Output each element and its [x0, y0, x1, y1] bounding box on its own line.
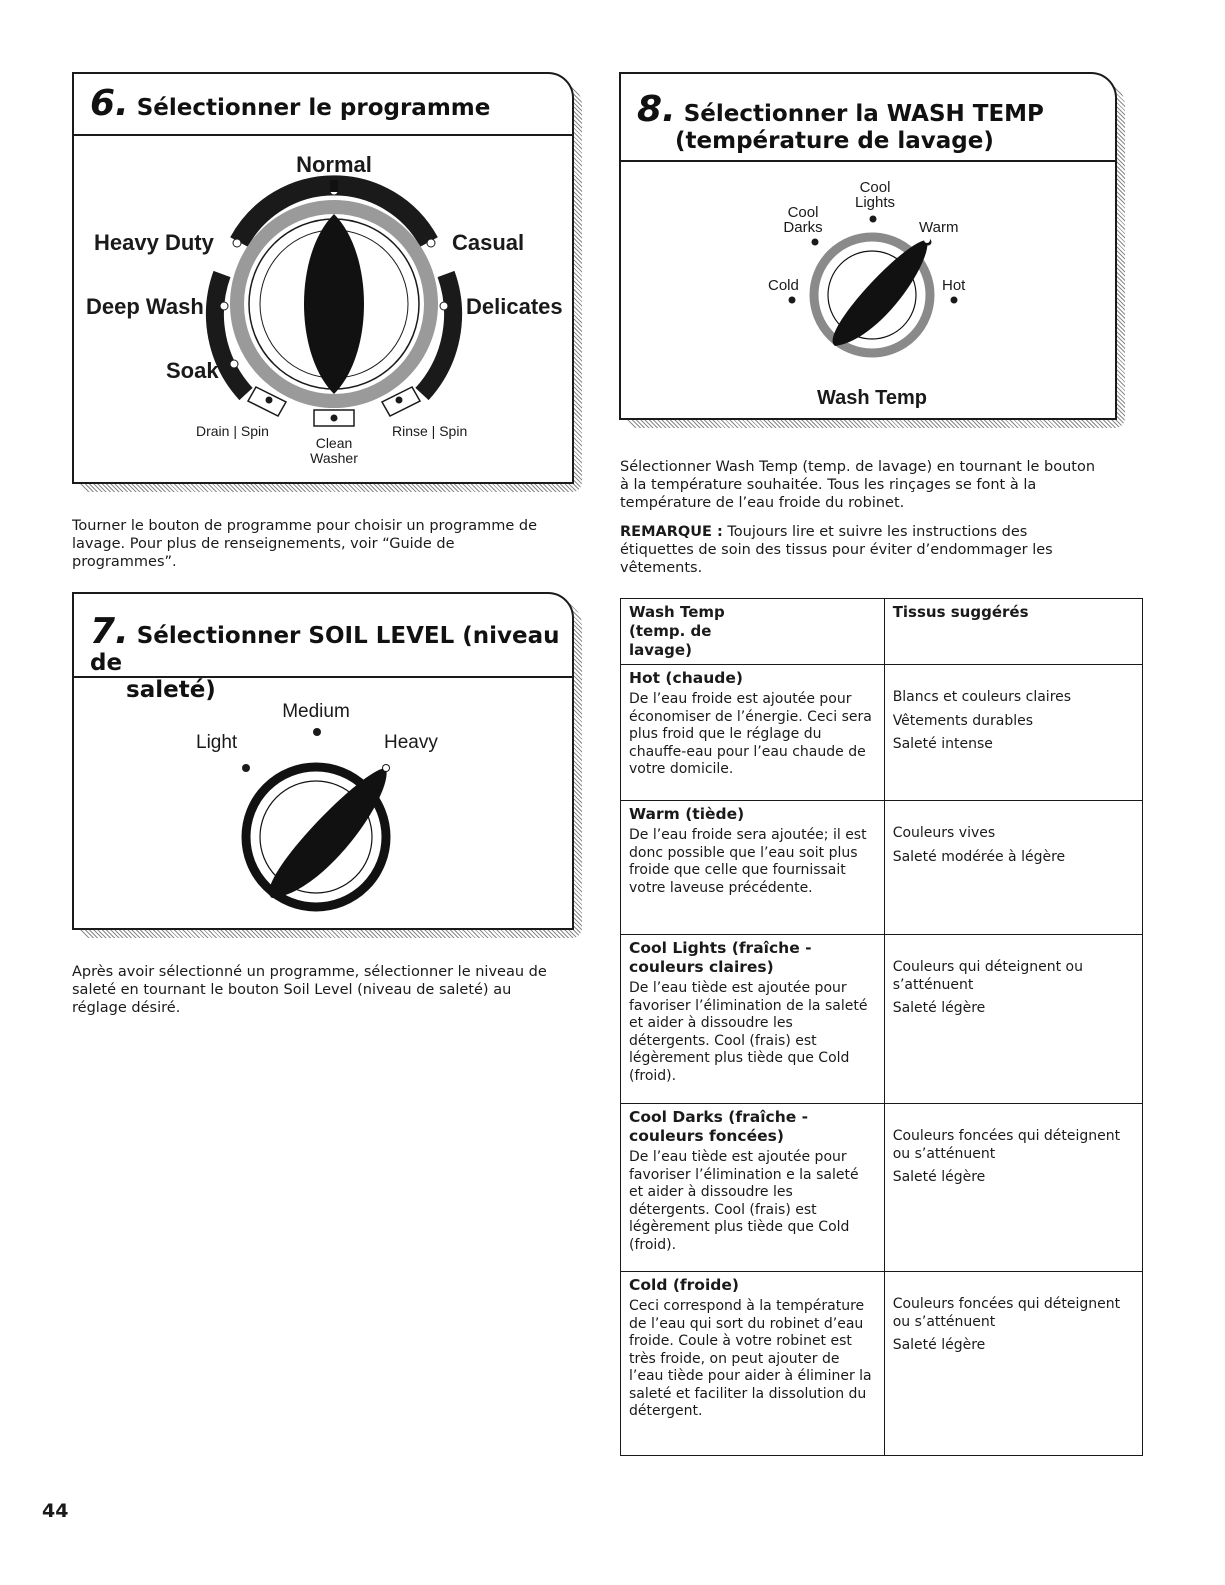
table-header-temp: Wash Temp (temp. de lavage) [621, 599, 885, 665]
temp-name: Cool Lights (fraîche - couleurs claires) [629, 939, 812, 976]
label-cool-darks-1: Cool [787, 204, 819, 221]
temp-name: Cool Darks (fraîche - couleurs foncées) [629, 1108, 809, 1145]
label-warm: Warm [919, 219, 959, 236]
dot-deep-wash [220, 302, 228, 310]
label-normal: Normal [296, 152, 372, 177]
temp-cell [621, 801, 885, 935]
temp-desc: Ceci correspond à la température de l’eau qui sort du robinet d’eau froide. Coule à votre robinet est très froide, on peut ajouter de l’eau tiède pour aider à éliminer la saleté et faciliter la dissolution du détergent. [629, 1298, 872, 1419]
fabric-cell [884, 1272, 1142, 1456]
table-row [621, 935, 1143, 1104]
temp-name: Warm (tiède) [629, 805, 745, 823]
temp-note [620, 523, 1100, 577]
label-cool-darks-2: Darks [783, 219, 823, 236]
dot-clean-washer [331, 415, 338, 422]
dot-casual [427, 239, 435, 247]
program-dial-diagram [74, 74, 574, 484]
fabric-line: Couleurs foncées qui déteignent ou s’atténuent [892, 1296, 1121, 1330]
panel-box [72, 72, 574, 484]
section-title: Sélectionner le programme [136, 95, 491, 121]
soil-description: Après avoir sélectionné un programme, sélectionner le niveau de saleté en tournant le bouton Soil Level (niveau de saleté) au réglage désiré. [72, 964, 547, 1016]
table-header-fabrics: Tissus suggérés [884, 599, 1142, 665]
fabric-line: Saleté légère [892, 1169, 986, 1185]
wash-temp-table [620, 598, 1143, 1456]
dot-medium [313, 728, 321, 736]
dot-cool-darks [812, 239, 819, 246]
label-washer: Washer [310, 450, 358, 466]
label-hot: Hot [942, 277, 966, 294]
temp-cell [621, 1104, 885, 1272]
dot-light [242, 764, 250, 772]
knob-tip [924, 237, 930, 243]
dot-heavy-duty [233, 239, 241, 247]
section-title-line2: saleté) [126, 677, 216, 703]
fabric-cell [884, 935, 1142, 1104]
temp-name: Hot (chaude) [629, 669, 743, 687]
dot-delicates [440, 302, 448, 310]
label-heavy: Heavy [384, 732, 438, 753]
note-label: REMARQUE : [620, 524, 723, 540]
fabric-line: Saleté intense [892, 736, 993, 752]
temp-cell [621, 665, 885, 801]
fabric-line: Couleurs foncées qui déteignent ou s’atténuent [892, 1128, 1121, 1162]
label-light: Light [196, 732, 238, 753]
temp-desc: De l’eau froide est ajoutée pour économiser de l’énergie. Ceci sera plus froid que le réglage du chauffe-eau pour l’eau chaude de votre domicile. [629, 691, 872, 777]
fabric-line: Couleurs vives [892, 825, 996, 841]
program-description: Tourner le bouton de programme pour choisir un programme de lavage. Pour plus de renseignements, voir “Guide de programmes”. [72, 518, 538, 570]
label-rinse-spin: Rinse | Spin [392, 423, 468, 439]
label-delicates: Delicates [466, 294, 563, 319]
dot-hot [951, 297, 958, 304]
table-row [621, 1272, 1143, 1456]
fabric-line: Saleté légère [892, 1000, 986, 1016]
knob-marker [330, 180, 338, 192]
temp-name: Cold (froide) [629, 1276, 739, 1294]
step-number: 8. [637, 89, 676, 130]
knob-tip [383, 765, 389, 771]
note-text: Toujours lire et suivre les instructions des étiquettes de soin des tissus pour éviter d’endommager les vêtements. [620, 524, 1053, 576]
temp-dial-diagram [621, 74, 1117, 420]
label-clean: Clean [315, 435, 353, 451]
fabric-line: Saleté légère [892, 1337, 986, 1353]
soil-dial-diagram [74, 594, 574, 930]
temp-dial-caption: Wash Temp [816, 387, 928, 409]
fabric-line: Blancs et couleurs claires [892, 689, 1072, 705]
step-number: 6. [90, 83, 129, 124]
step-number: 7. [90, 611, 129, 652]
label-soak: Soak [166, 358, 219, 383]
page-number: 44 [42, 1500, 69, 1522]
table-row [621, 665, 1143, 801]
section-title-line1: Sélectionner la WASH TEMP [683, 101, 1044, 127]
fabric-line: Vêtements durables [892, 712, 1034, 729]
label-medium: Medium [282, 701, 350, 722]
table-row [621, 1104, 1143, 1272]
dot-rinse-spin [396, 397, 403, 404]
section-title-line1: Sélectionner SOIL LEVEL (niveau de [90, 623, 560, 676]
table-row [621, 801, 1143, 935]
label-drain-spin: Drain | Spin [196, 423, 269, 439]
label-casual: Casual [452, 230, 525, 255]
table-header-row [621, 599, 1143, 665]
dot-drain-spin [266, 397, 273, 404]
label-cold: Cold [768, 277, 799, 294]
fabric-cell [884, 665, 1142, 801]
temp-cell [621, 1272, 885, 1456]
dot-cool-lights [870, 216, 877, 223]
temp-desc: De l’eau tiède est ajoutée pour favoriser l’élimination de la saleté et aider à dissoudre les détergents. Cool (frais) est légèrement plus tiède que Cold (froid). [629, 980, 868, 1084]
temp-cell [621, 935, 885, 1104]
dot-cold [789, 297, 796, 304]
fabric-line: Saleté modérée à légère [892, 848, 1066, 865]
label-deep-wash: Deep Wash [86, 294, 204, 319]
label-cool-lights-2: Lights [854, 194, 896, 211]
fabric-cell [884, 1104, 1142, 1272]
fabric-line: Couleurs qui déteignent ou s’atténuent [892, 959, 1083, 993]
fabric-cell [884, 801, 1142, 935]
label-heavy-duty: Heavy Duty [94, 230, 214, 255]
panel-box [72, 592, 574, 930]
temp-desc: De l’eau froide sera ajoutée; il est donc possible que l’eau soit plus froide que celle que fournissait votre laveuse précédente. [629, 827, 867, 896]
label-cool-lights-1: Cool [859, 179, 891, 196]
panel-box [619, 72, 1117, 420]
temp-desc: De l’eau tiède est ajoutée pour favoriser l’élimination e la saleté et aider à dissoudre les détergents. Cool (frais) est légèrement plus tiède que Cold (froid). [629, 1149, 859, 1253]
dot-soak [230, 360, 238, 368]
temp-description: Sélectionner Wash Temp (temp. de lavage) en tournant le bouton à la température souhaitée. Tous les rinçages se font à la température de l’eau froide du robinet. [620, 459, 1096, 511]
section-title-line2: (température de lavage) [675, 128, 994, 154]
